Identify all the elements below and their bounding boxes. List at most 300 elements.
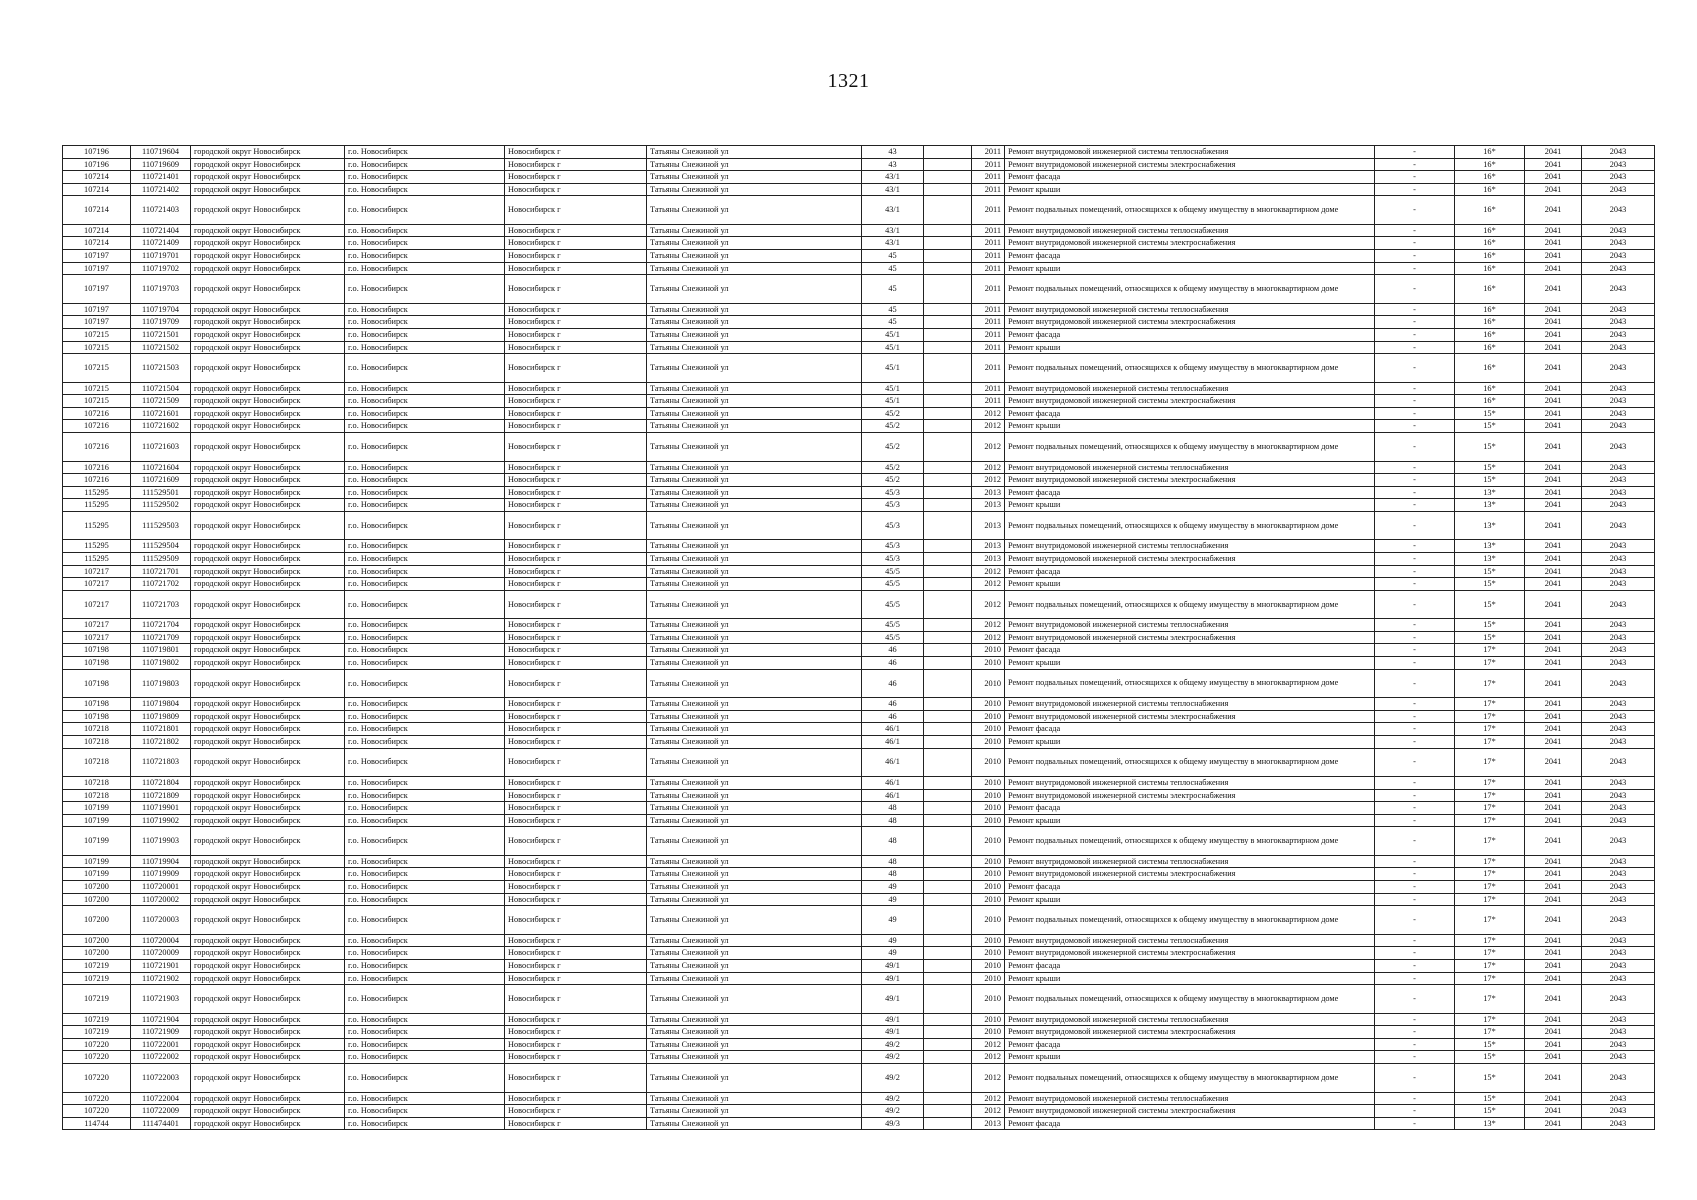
score-cell: 16* [1455,196,1525,225]
street-cell: Татьяны Снежиной ул [647,354,862,383]
city-cell: Новосибирск г [505,947,647,960]
house-number-cell: 45 [862,250,924,263]
end-year-cell: 2043 [1582,250,1655,263]
house-id-cell: 107218 [63,748,131,777]
house-number-cell: 49/1 [862,959,924,972]
end-year-cell: 2043 [1582,777,1655,790]
street-cell: Татьяны Снежиной ул [647,644,862,657]
city-cell: Новосибирск г [505,881,647,894]
work-id-cell: 110720002 [131,893,191,906]
work-type-cell: Ремонт внутридомовой инженерной системы теплоснабжения [1005,619,1375,632]
table-row [63,1092,1655,1105]
city-cell: Новосибирск г [505,262,647,275]
city-cell: Новосибирск г [505,619,647,632]
start-year-cell: 2041 [1525,237,1582,250]
work-id-cell: 110719903 [131,827,191,856]
street-cell: Татьяны Снежиной ул [647,1026,862,1039]
table-row [63,565,1655,578]
work-id-cell: 110721804 [131,777,191,790]
house-id-cell: 107196 [63,146,131,159]
table-row [63,354,1655,383]
work-type-cell: Ремонт внутридомовой инженерной системы теплоснабжения [1005,1092,1375,1105]
year-cell: 2011 [972,303,1005,316]
work-type-cell: Ремонт фасада [1005,644,1375,657]
municipality-cell: городской округ Новосибирск [191,183,345,196]
work-id-cell: 110721803 [131,748,191,777]
work-id-cell: 110721409 [131,237,191,250]
score-cell: 15* [1455,433,1525,462]
city-cell: Новосибирск г [505,777,647,790]
building-cell [924,1051,972,1064]
building-cell [924,250,972,263]
municipality-cell: городской округ Новосибирск [191,578,345,591]
house-id-cell: 115295 [63,486,131,499]
street-cell: Татьяны Снежиной ул [647,893,862,906]
work-type-cell: Ремонт внутридомовой инженерной системы теплоснабжения [1005,146,1375,159]
year-cell: 2011 [972,316,1005,329]
work-type-cell: Ремонт крыши [1005,183,1375,196]
year-cell: 2011 [972,158,1005,171]
cost-cell: - [1375,461,1455,474]
score-cell: 16* [1455,354,1525,383]
street-cell: Татьяны Снежиной ул [647,934,862,947]
work-id-cell: 110722004 [131,1092,191,1105]
building-cell [924,959,972,972]
district-cell: г.о. Новосибирск [345,511,505,540]
work-type-cell: Ремонт внутридомовой инженерной системы теплоснабжения [1005,934,1375,947]
house-id-cell: 107215 [63,395,131,408]
building-cell [924,433,972,462]
building-cell [924,171,972,184]
start-year-cell: 2041 [1525,420,1582,433]
work-id-cell: 110719709 [131,316,191,329]
house-id-cell: 107218 [63,777,131,790]
cost-cell: - [1375,433,1455,462]
street-cell: Татьяны Снежиной ул [647,631,862,644]
street-cell: Татьяны Снежиной ул [647,183,862,196]
work-type-cell: Ремонт крыши [1005,341,1375,354]
start-year-cell: 2041 [1525,474,1582,487]
start-year-cell: 2041 [1525,590,1582,619]
score-cell: 16* [1455,158,1525,171]
house-id-cell: 107214 [63,171,131,184]
work-id-cell: 110721503 [131,354,191,383]
house-number-cell: 45 [862,303,924,316]
street-cell: Татьяны Снежиной ул [647,499,862,512]
city-cell: Новосибирск г [505,407,647,420]
score-cell: 13* [1455,511,1525,540]
score-cell: 17* [1455,985,1525,1014]
building-cell [924,382,972,395]
house-number-cell: 45/2 [862,433,924,462]
work-type-cell: Ремонт подвальных помещений, относящихся к общему имуществу в многоквартирном доме [1005,590,1375,619]
district-cell: г.о. Новосибирск [345,1038,505,1051]
start-year-cell: 2041 [1525,578,1582,591]
street-cell: Татьяны Снежиной ул [647,735,862,748]
city-cell: Новосибирск г [505,275,647,304]
city-cell: Новосибирск г [505,748,647,777]
work-type-cell: Ремонт фасада [1005,723,1375,736]
score-cell: 17* [1455,748,1525,777]
house-number-cell: 46 [862,644,924,657]
year-cell: 2012 [972,1051,1005,1064]
score-cell: 16* [1455,146,1525,159]
table-row [63,262,1655,275]
year-cell: 2012 [972,1038,1005,1051]
house-number-cell: 45/5 [862,590,924,619]
district-cell: г.о. Новосибирск [345,710,505,723]
district-cell: г.о. Новосибирск [345,275,505,304]
work-id-cell: 110719809 [131,710,191,723]
street-cell: Татьяны Снежиной ул [647,657,862,670]
work-type-cell: Ремонт крыши [1005,893,1375,906]
work-type-cell: Ремонт внутридомовой инженерной системы электроснабжения [1005,395,1375,408]
cost-cell: - [1375,420,1455,433]
score-cell: 15* [1455,420,1525,433]
building-cell [924,893,972,906]
municipality-cell: городской округ Новосибирск [191,814,345,827]
work-id-cell: 110719604 [131,146,191,159]
work-id-cell: 110721603 [131,433,191,462]
start-year-cell: 2041 [1525,316,1582,329]
work-type-cell: Ремонт крыши [1005,262,1375,275]
start-year-cell: 2041 [1525,499,1582,512]
table-row [63,657,1655,670]
street-cell: Татьяны Снежиной ул [647,461,862,474]
municipality-cell: городской округ Новосибирск [191,748,345,777]
municipality-cell: городской округ Новосибирск [191,420,345,433]
year-cell: 2010 [972,814,1005,827]
table-row [63,183,1655,196]
house-id-cell: 107197 [63,262,131,275]
building-cell [924,354,972,383]
table-row [63,1105,1655,1118]
year-cell: 2013 [972,552,1005,565]
city-cell: Новосибирск г [505,827,647,856]
work-id-cell: 110720004 [131,934,191,947]
end-year-cell: 2043 [1582,316,1655,329]
cost-cell: - [1375,1038,1455,1051]
work-id-cell: 110721704 [131,619,191,632]
district-cell: г.о. Новосибирск [345,499,505,512]
start-year-cell: 2041 [1525,171,1582,184]
house-id-cell: 107200 [63,934,131,947]
cost-cell: - [1375,1026,1455,1039]
district-cell: г.о. Новосибирск [345,868,505,881]
city-cell: Новосибирск г [505,461,647,474]
street-cell: Татьяны Снежиной ул [647,224,862,237]
cost-cell: - [1375,262,1455,275]
cost-cell: - [1375,1064,1455,1093]
score-cell: 16* [1455,316,1525,329]
municipality-cell: городской округ Новосибирск [191,893,345,906]
work-id-cell: 110719901 [131,802,191,815]
street-cell: Татьяны Снежиной ул [647,985,862,1014]
cost-cell: - [1375,565,1455,578]
house-number-cell: 43 [862,158,924,171]
work-id-cell: 110721901 [131,959,191,972]
city-cell: Новосибирск г [505,565,647,578]
work-type-cell: Ремонт крыши [1005,499,1375,512]
city-cell: Новосибирск г [505,1051,647,1064]
year-cell: 2012 [972,578,1005,591]
house-number-cell: 45/5 [862,578,924,591]
end-year-cell: 2043 [1582,959,1655,972]
table-row [63,698,1655,711]
building-cell [924,395,972,408]
district-cell: г.о. Новосибирск [345,789,505,802]
house-number-cell: 49/2 [862,1092,924,1105]
building-cell [924,698,972,711]
building-cell [924,474,972,487]
street-cell: Татьяны Снежиной ул [647,382,862,395]
end-year-cell: 2043 [1582,947,1655,960]
start-year-cell: 2041 [1525,657,1582,670]
municipality-cell: городской округ Новосибирск [191,644,345,657]
score-cell: 17* [1455,868,1525,881]
district-cell: г.о. Новосибирск [345,565,505,578]
building-cell [924,789,972,802]
table-row [63,250,1655,263]
city-cell: Новосибирск г [505,855,647,868]
work-type-cell: Ремонт внутридомовой инженерной системы электроснабжения [1005,789,1375,802]
building-cell [924,631,972,644]
district-cell: г.о. Новосибирск [345,146,505,159]
work-type-cell: Ремонт фасада [1005,328,1375,341]
municipality-cell: городской округ Новосибирск [191,1013,345,1026]
end-year-cell: 2043 [1582,855,1655,868]
end-year-cell: 2043 [1582,669,1655,698]
city-cell: Новосибирск г [505,802,647,815]
building-cell [924,947,972,960]
table-row [63,1038,1655,1051]
work-type-cell: Ремонт подвальных помещений, относящихся к общему имуществу в многоквартирном доме [1005,985,1375,1014]
district-cell: г.о. Новосибирск [345,881,505,894]
work-id-cell: 110719804 [131,698,191,711]
table-row [63,789,1655,802]
house-id-cell: 107198 [63,669,131,698]
municipality-cell: городской округ Новосибирск [191,250,345,263]
end-year-cell: 2043 [1582,262,1655,275]
table-row [63,499,1655,512]
end-year-cell: 2043 [1582,619,1655,632]
work-id-cell: 110719803 [131,669,191,698]
year-cell: 2012 [972,565,1005,578]
score-cell: 15* [1455,565,1525,578]
work-id-cell: 110721809 [131,789,191,802]
start-year-cell: 2041 [1525,906,1582,935]
house-id-cell: 107200 [63,881,131,894]
street-cell: Татьяны Снежиной ул [647,619,862,632]
work-type-cell: Ремонт внутридомовой инженерной системы электроснабжения [1005,158,1375,171]
house-number-cell: 48 [862,855,924,868]
work-type-cell: Ремонт крыши [1005,1051,1375,1064]
work-id-cell: 110721802 [131,735,191,748]
city-cell: Новосибирск г [505,893,647,906]
house-id-cell: 107217 [63,590,131,619]
municipality-cell: городской округ Новосибирск [191,395,345,408]
building-cell [924,1026,972,1039]
building-cell [924,183,972,196]
house-number-cell: 45/3 [862,499,924,512]
house-id-cell: 107218 [63,735,131,748]
year-cell: 2011 [972,250,1005,263]
street-cell: Татьяны Снежиной ул [647,511,862,540]
year-cell: 2010 [972,972,1005,985]
building-cell [924,777,972,790]
score-cell: 17* [1455,959,1525,972]
district-cell: г.о. Новосибирск [345,827,505,856]
table-row [63,303,1655,316]
end-year-cell: 2043 [1582,395,1655,408]
cost-cell: - [1375,893,1455,906]
year-cell: 2010 [972,669,1005,698]
year-cell: 2011 [972,328,1005,341]
district-cell: г.о. Новосибирск [345,395,505,408]
street-cell: Татьяны Снежиной ул [647,868,862,881]
start-year-cell: 2041 [1525,972,1582,985]
district-cell: г.о. Новосибирск [345,224,505,237]
cost-cell: - [1375,1051,1455,1064]
score-cell: 16* [1455,275,1525,304]
city-cell: Новосибирск г [505,486,647,499]
cost-cell: - [1375,906,1455,935]
cost-cell: - [1375,1013,1455,1026]
score-cell: 17* [1455,814,1525,827]
year-cell: 2012 [972,1105,1005,1118]
building-cell [924,511,972,540]
house-id-cell: 107217 [63,619,131,632]
cost-cell: - [1375,881,1455,894]
work-id-cell: 110721609 [131,474,191,487]
score-cell: 17* [1455,777,1525,790]
street-cell: Татьяны Снежиной ул [647,777,862,790]
city-cell: Новосибирск г [505,1026,647,1039]
district-cell: г.о. Новосибирск [345,382,505,395]
municipality-cell: городской округ Новосибирск [191,499,345,512]
end-year-cell: 2043 [1582,511,1655,540]
score-cell: 16* [1455,224,1525,237]
city-cell: Новосибирск г [505,196,647,225]
city-cell: Новосибирск г [505,1092,647,1105]
house-id-cell: 107200 [63,906,131,935]
house-number-cell: 49/1 [862,972,924,985]
house-id-cell: 107217 [63,565,131,578]
municipality-cell: городской округ Новосибирск [191,540,345,553]
street-cell: Татьяны Снежиной ул [647,814,862,827]
city-cell: Новосибирск г [505,316,647,329]
municipality-cell: городской округ Новосибирск [191,237,345,250]
house-number-cell: 45/5 [862,619,924,632]
municipality-cell: городской округ Новосибирск [191,972,345,985]
street-cell: Татьяны Снежиной ул [647,748,862,777]
score-cell: 17* [1455,881,1525,894]
municipality-cell: городской округ Новосибирск [191,171,345,184]
house-id-cell: 115295 [63,511,131,540]
street-cell: Татьяны Снежиной ул [647,972,862,985]
street-cell: Татьяны Снежиной ул [647,698,862,711]
house-number-cell: 45/1 [862,382,924,395]
municipality-cell: городской округ Новосибирск [191,316,345,329]
house-id-cell: 107217 [63,578,131,591]
score-cell: 13* [1455,1117,1525,1130]
end-year-cell: 2043 [1582,1117,1655,1130]
repair-schedule-table [62,145,1655,1130]
year-cell: 2010 [972,789,1005,802]
cost-cell: - [1375,171,1455,184]
start-year-cell: 2041 [1525,748,1582,777]
end-year-cell: 2043 [1582,328,1655,341]
cost-cell: - [1375,486,1455,499]
end-year-cell: 2043 [1582,196,1655,225]
city-cell: Новосибирск г [505,1117,647,1130]
city-cell: Новосибирск г [505,420,647,433]
district-cell: г.о. Новосибирск [345,947,505,960]
city-cell: Новосибирск г [505,631,647,644]
building-cell [924,1064,972,1093]
municipality-cell: городской округ Новосибирск [191,669,345,698]
house-number-cell: 46 [862,669,924,698]
table-row [63,146,1655,159]
year-cell: 2010 [972,710,1005,723]
work-id-cell: 110721501 [131,328,191,341]
work-id-cell: 110721703 [131,590,191,619]
start-year-cell: 2041 [1525,275,1582,304]
start-year-cell: 2041 [1525,881,1582,894]
cost-cell: - [1375,789,1455,802]
work-id-cell: 110721701 [131,565,191,578]
municipality-cell: городской округ Новосибирск [191,328,345,341]
table-row [63,486,1655,499]
work-type-cell: Ремонт внутридомовой инженерной системы электроснабжения [1005,710,1375,723]
house-number-cell: 48 [862,814,924,827]
work-type-cell: Ремонт внутридомовой инженерной системы теплоснабжения [1005,855,1375,868]
city-cell: Новосибирск г [505,540,647,553]
building-cell [924,499,972,512]
cost-cell: - [1375,540,1455,553]
end-year-cell: 2043 [1582,1105,1655,1118]
district-cell: г.о. Новосибирск [345,1026,505,1039]
work-id-cell: 110719904 [131,855,191,868]
score-cell: 16* [1455,262,1525,275]
district-cell: г.о. Новосибирск [345,486,505,499]
municipality-cell: городской округ Новосибирск [191,275,345,304]
year-cell: 2012 [972,461,1005,474]
end-year-cell: 2043 [1582,972,1655,985]
table-row [63,934,1655,947]
cost-cell: - [1375,735,1455,748]
work-id-cell: 110719704 [131,303,191,316]
work-id-cell: 111529502 [131,499,191,512]
year-cell: 2011 [972,382,1005,395]
work-type-cell: Ремонт фасада [1005,486,1375,499]
cost-cell: - [1375,341,1455,354]
end-year-cell: 2043 [1582,644,1655,657]
municipality-cell: городской округ Новосибирск [191,827,345,856]
year-cell: 2010 [972,698,1005,711]
work-type-cell: Ремонт внутридомовой инженерной системы теплоснабжения [1005,540,1375,553]
work-id-cell: 110721909 [131,1026,191,1039]
cost-cell: - [1375,578,1455,591]
end-year-cell: 2043 [1582,1013,1655,1026]
score-cell: 17* [1455,906,1525,935]
table-row [63,328,1655,341]
table-row [63,341,1655,354]
district-cell: г.о. Новосибирск [345,644,505,657]
house-number-cell: 45/3 [862,511,924,540]
house-number-cell: 49 [862,934,924,947]
year-cell: 2012 [972,407,1005,420]
